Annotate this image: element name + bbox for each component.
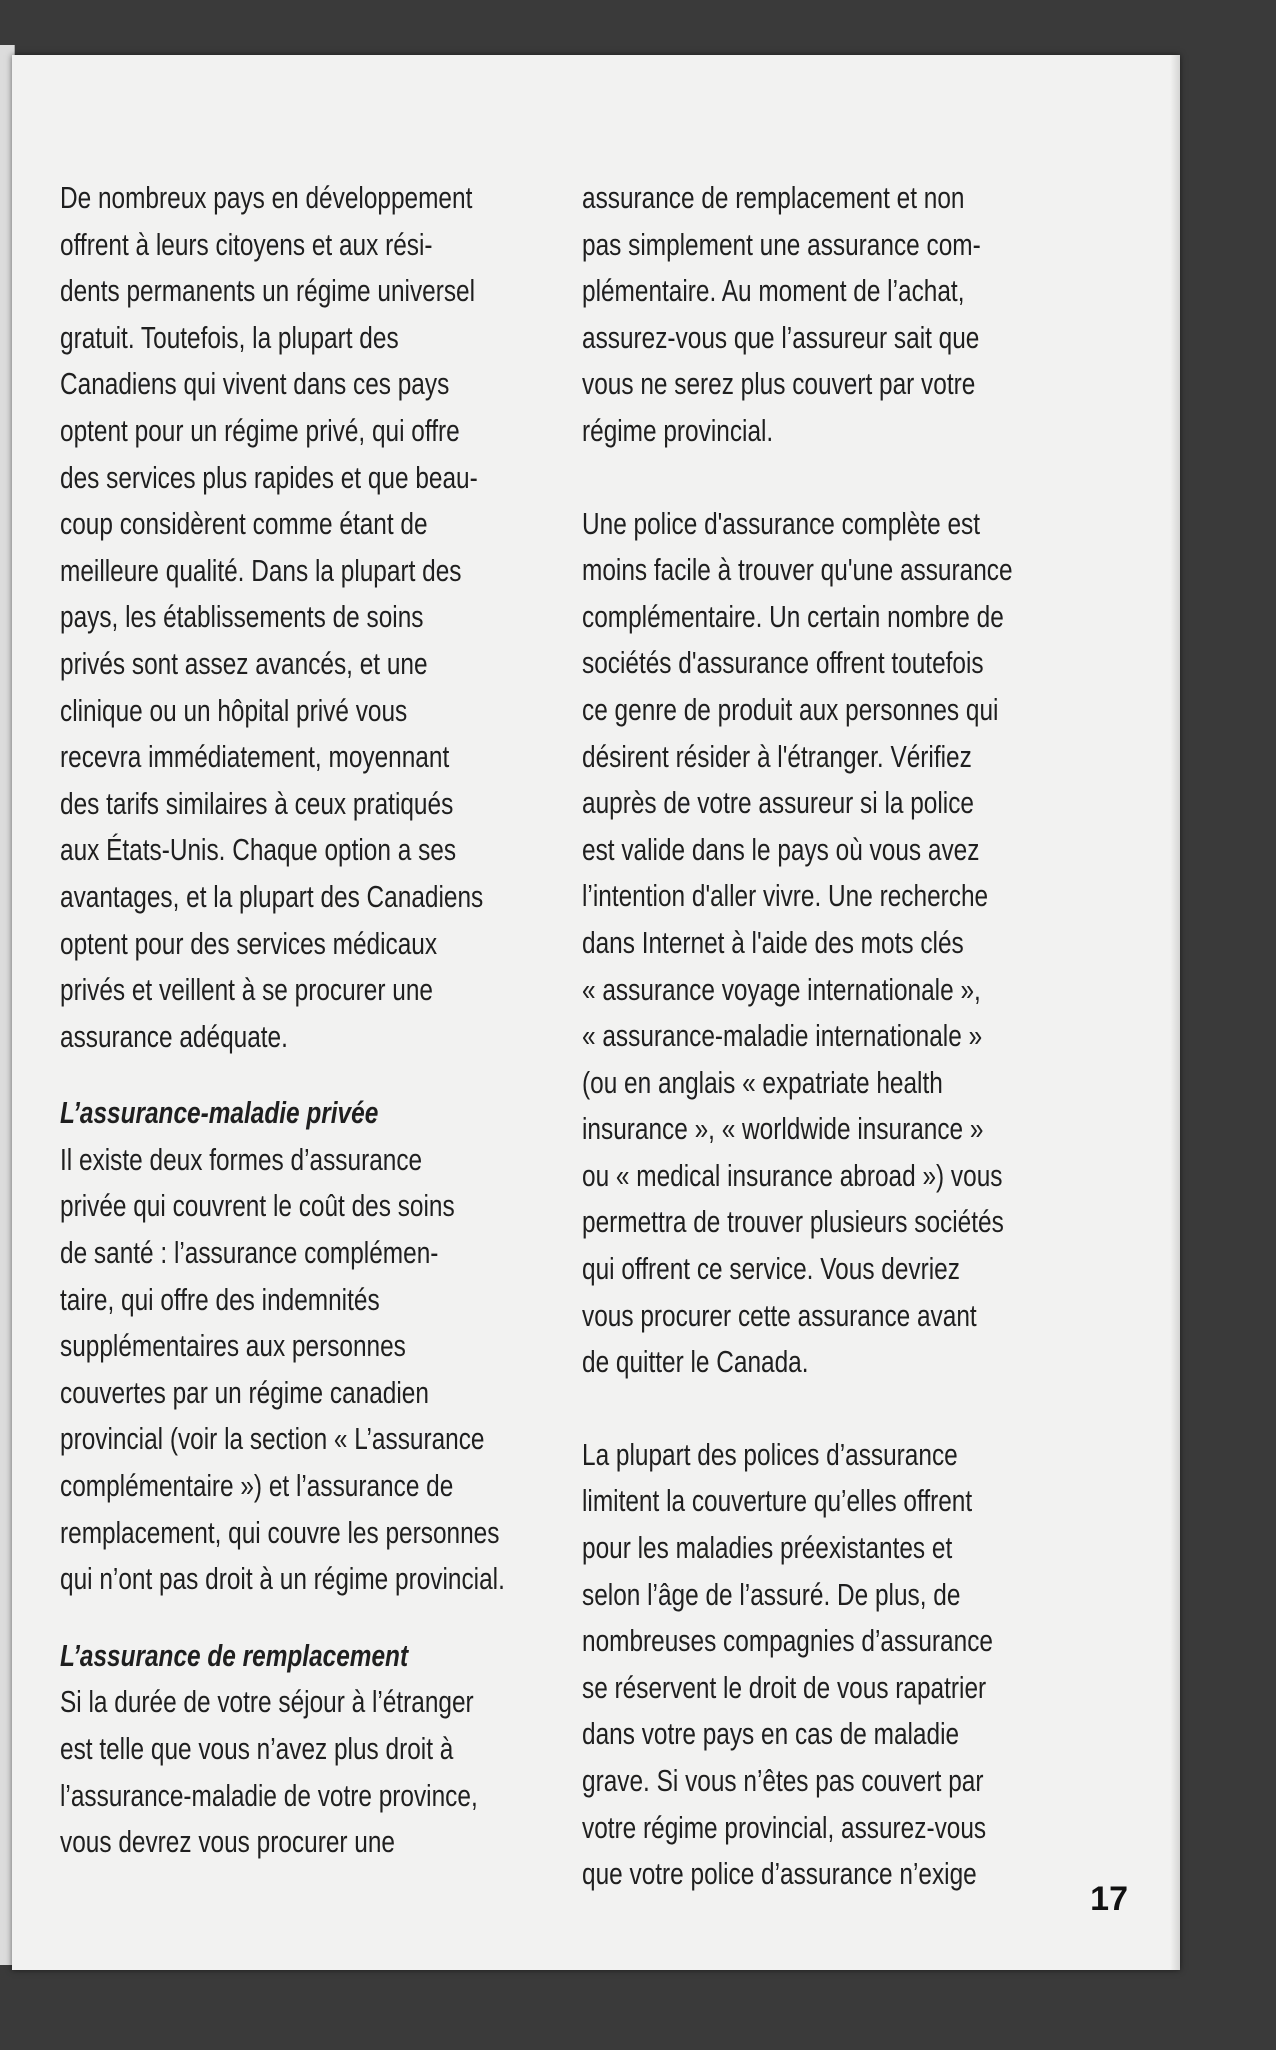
- text-line: aux États-Unis. Chaque option a ses: [60, 833, 457, 868]
- text-line: insurance », « worldwide insurance »: [582, 1112, 984, 1147]
- text-line: Une police d'assurance complète est: [582, 506, 980, 541]
- text-line: privés et veillent à se procurer une: [60, 973, 433, 1008]
- private-insurance-paragraph: [60, 1137, 589, 1603]
- text-line: moins facile à trouver qu'une assurance: [582, 553, 1013, 588]
- text-line: dans Internet à l'aide des mots clés: [582, 925, 964, 960]
- right-column: [582, 175, 1087, 1898]
- text-line: pas simplement une assurance com-: [582, 227, 981, 262]
- text-line: coup considèrent comme étant de: [60, 507, 428, 542]
- text-line: pays, les établissements de soins: [60, 600, 424, 635]
- text-line: selon l’âge de l’assuré. De plus, de: [582, 1577, 961, 1612]
- text-line: supplémentaires aux personnes: [60, 1329, 406, 1364]
- left-column: [60, 175, 565, 1866]
- text-line: se réservent le droit de vous rapatrier: [582, 1670, 987, 1705]
- text-line: assurance de remplacement et non: [582, 181, 965, 215]
- text-line: ce genre de produit aux personnes qui: [582, 692, 999, 727]
- text-line: limitent la couverture qu’elles offrent: [582, 1484, 973, 1519]
- intro-paragraph: [60, 175, 589, 1060]
- text-line: votre régime provincial, assurez-vous: [582, 1810, 987, 1845]
- text-line: optent pour un régime privé, qui offre: [60, 413, 460, 448]
- text-line: Si la durée de votre séjour à l’étranger: [60, 1685, 474, 1720]
- replacement-insurance-paragraph: [60, 1679, 589, 1865]
- text-line: régime provincial.: [582, 413, 774, 448]
- text-line: l’intention d'aller vivre. Une recherche: [582, 879, 989, 914]
- section-heading-private-insurance: L’assurance-maladie privée: [60, 1096, 379, 1131]
- text-line: remplacement, qui couvre les personnes: [60, 1515, 500, 1550]
- text-line: dans votre pays en cas de maladie: [582, 1717, 960, 1752]
- text-line: taire, qui offre des indemnités: [60, 1282, 380, 1317]
- text-line: De nombreux pays en développement: [60, 181, 473, 215]
- text-line: assurance adéquate.: [60, 1019, 288, 1054]
- text-line: est telle que vous n’avez plus droit à: [60, 1732, 454, 1766]
- text-line: de quitter le Canada.: [582, 1345, 809, 1380]
- text-line: gratuit. Toutefois, la plupart des: [60, 320, 399, 355]
- full-coverage-paragraph: [582, 501, 1111, 1386]
- policy-limits-paragraph: [582, 1432, 1111, 1898]
- text-line: que votre police d’assurance n’exige: [582, 1857, 977, 1892]
- text-line: ou « medical insurance abroad ») vous: [582, 1158, 1003, 1193]
- text-line: Il existe deux formes d’assurance: [60, 1142, 423, 1177]
- text-line: offrent à leurs citoyens et aux rési-: [60, 227, 433, 262]
- text-line: clinique ou un hôpital privé vous: [60, 693, 408, 728]
- text-line: des services plus rapides et que beau-: [60, 460, 478, 495]
- text-line: qui n’ont pas droit à un régime provincial.: [60, 1562, 505, 1597]
- text-line: complémentaire. Un certain nombre de: [582, 599, 1004, 634]
- text-line: « assurance-maladie internationale »: [582, 1019, 983, 1054]
- page-number: 17: [1090, 1880, 1128, 1918]
- booklet-page: [12, 55, 1180, 1970]
- text-line: des tarifs similaires à ceux pratiqués: [60, 786, 454, 821]
- text-line: privés sont assez avancés, et une: [60, 646, 428, 681]
- text-line: auprès de votre assureur si la police: [582, 786, 974, 821]
- text-line: vous ne serez plus couvert par votre: [582, 367, 976, 402]
- text-line: La plupart des polices d’assurance: [582, 1437, 958, 1472]
- text-line: assurez-vous que l’assureur sait que: [582, 320, 980, 355]
- text-line: optent pour des services médicaux: [60, 926, 438, 961]
- text-line: sociétés d'assurance offrent toutefois: [582, 646, 984, 681]
- text-line: dents permanents un régime universel: [60, 274, 476, 309]
- text-line: grave. Si vous n’êtes pas couvert par: [582, 1764, 984, 1798]
- text-line: l’assurance-maladie de votre province,: [60, 1778, 478, 1813]
- text-line: privée qui couvrent le coût des soins: [60, 1189, 455, 1224]
- text-line: complémentaire ») et l’assurance de: [60, 1469, 454, 1504]
- text-line: avantages, et la plupart des Canadiens: [60, 879, 484, 914]
- continuation-paragraph: [582, 175, 1111, 455]
- text-line: permettra de trouver plusieurs sociétés: [582, 1205, 1004, 1240]
- section-heading-replacement-insurance: L’assurance de remplacement: [60, 1638, 409, 1673]
- text-line: nombreuses compagnies d’assurance: [582, 1624, 993, 1659]
- text-line: pour les maladies préexistantes et: [582, 1531, 953, 1566]
- text-line: meilleure qualité. Dans la plupart des: [60, 553, 462, 588]
- text-line: Canadiens qui vivent dans ces pays: [60, 367, 450, 402]
- text-line: recevra immédiatement, moyennant: [60, 740, 450, 775]
- text-line: plémentaire. Au moment de l’achat,: [582, 274, 965, 309]
- text-line: qui offrent ce service. Vous devriez: [582, 1252, 960, 1287]
- text-line: vous devrez vous procurer une: [60, 1825, 395, 1860]
- text-line: est valide dans le pays où vous avez: [582, 832, 980, 867]
- text-line: vous procurer cette assurance avant: [582, 1298, 977, 1333]
- text-line: « assurance voyage internationale »,: [582, 972, 981, 1007]
- text-line: (ou en anglais « expatriate health: [582, 1065, 943, 1100]
- text-line: couvertes par un régime canadien: [60, 1375, 429, 1410]
- text-line: provincial (voir la section « L’assurance: [60, 1422, 485, 1457]
- text-line: désirent résider à l'étranger. Vérifiez: [582, 739, 972, 774]
- text-line: de santé : l’assurance complémen-: [60, 1236, 439, 1271]
